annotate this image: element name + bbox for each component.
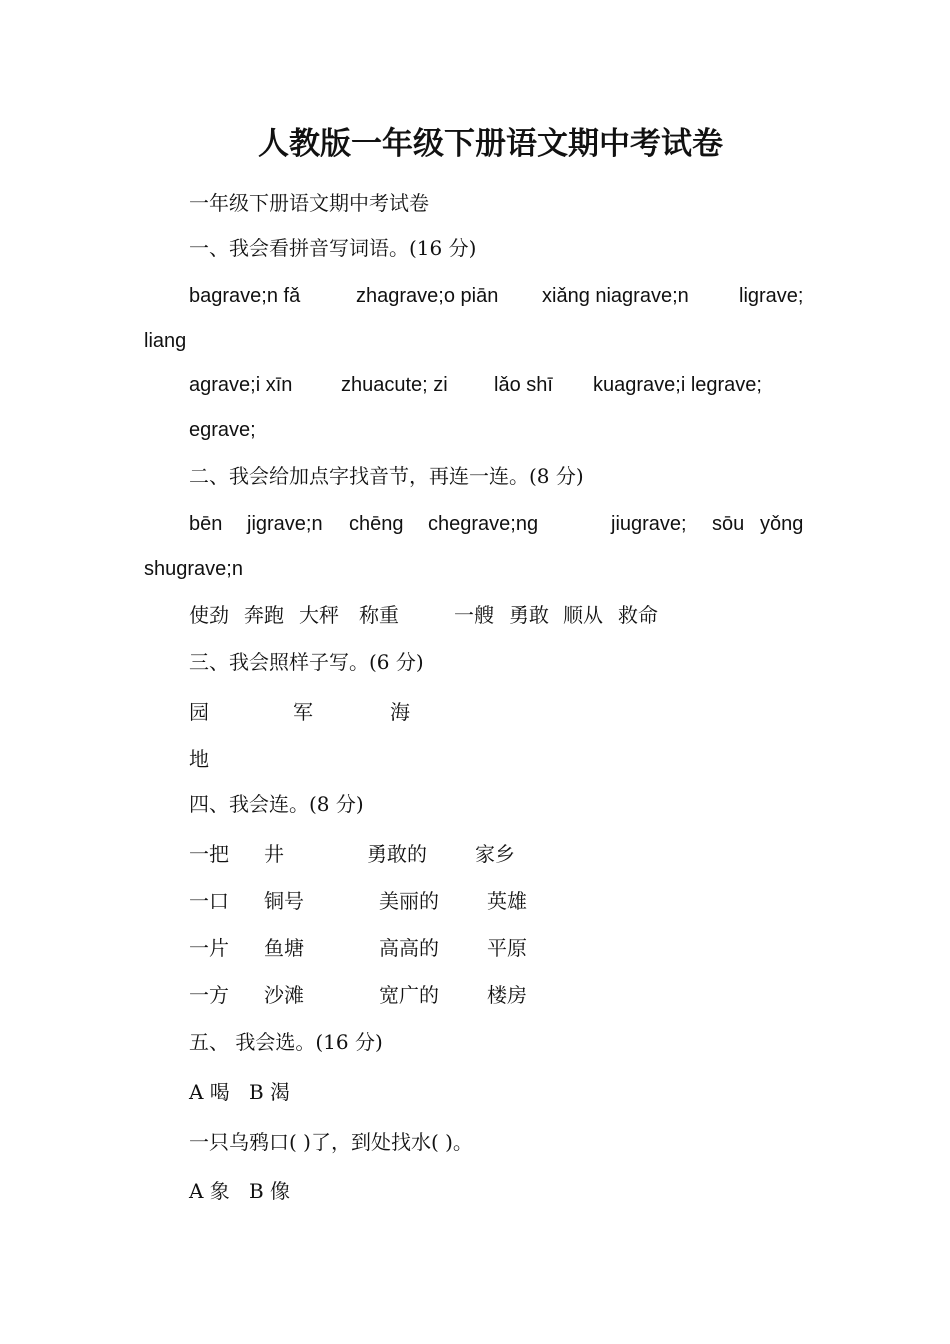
match-item: 勇敢的 — [367, 842, 427, 866]
section4-row — [189, 934, 589, 962]
pinyin-item: kuagrave;i legrave; — [593, 374, 762, 396]
section2-row1-wrap: shugrave;n — [144, 558, 243, 580]
pinyin-item: jiugrave; — [611, 513, 687, 535]
word-item: 奔跑 — [244, 603, 284, 627]
match-item: 一方 — [189, 983, 229, 1007]
match-item: 铜号 — [264, 889, 304, 913]
section4-row — [189, 981, 589, 1009]
match-item: 宽广的 — [379, 983, 439, 1007]
section3-char4: 地 — [189, 747, 209, 771]
section4-heading: 四、我会连。(8 分) — [189, 792, 364, 816]
section2-heading: 二、我会给加点字找音节，再连一连。(8 分) — [189, 464, 584, 488]
subtitle: 一年级下册语文期中考试卷 — [189, 191, 429, 215]
pinyin-item: jigrave;n — [247, 513, 323, 535]
word-item: 顺从 — [563, 603, 603, 627]
pinyin-item: chēng — [349, 513, 404, 535]
pinyin-item: lǎo shī — [494, 374, 553, 396]
section5-options2 — [189, 1177, 389, 1205]
page-title: 人教版一年级下册语文期中考试卷 — [258, 126, 723, 162]
pinyin-item: agrave;i xīn — [189, 374, 293, 396]
pinyin-item: ligrave; — [739, 285, 804, 307]
pinyin-item: yǒng — [760, 513, 804, 535]
option-item: A 象 — [189, 1179, 230, 1203]
section5-options1 — [189, 1078, 389, 1106]
section4-row — [189, 887, 589, 915]
pinyin-item: bagrave;n fǎ — [189, 285, 301, 307]
match-item: 一把 — [189, 842, 229, 866]
section5-sentence1: 一只乌鸦口( )了，到处找水( )。 — [189, 1130, 473, 1154]
option-item: B 像 — [249, 1179, 291, 1203]
section5-heading: 五、 我会选。(16 分) — [189, 1030, 383, 1054]
section1-row2 — [189, 371, 809, 399]
section1-row2-wrap: egrave; — [189, 419, 256, 441]
match-item: 平原 — [487, 936, 527, 960]
section2-words — [189, 601, 709, 629]
pinyin-item: bēn — [189, 513, 223, 535]
match-item: 高高的 — [379, 936, 439, 960]
word-item: 勇敢 — [509, 603, 549, 627]
pinyin-item: sōu — [712, 513, 745, 535]
word-item: 大秤 — [299, 603, 339, 627]
pinyin-item: xiǎng niagrave;n — [542, 285, 689, 307]
word-item: 救命 — [618, 603, 658, 627]
option-item: A 喝 — [189, 1080, 230, 1104]
char-item: 海 — [390, 700, 410, 724]
char-item: 园 — [189, 700, 209, 724]
section2-row1 — [189, 510, 809, 538]
match-item: 美丽的 — [379, 889, 439, 913]
section1-row1 — [189, 282, 809, 310]
section3-chars — [189, 698, 489, 726]
pinyin-item: zhagrave;o piān — [356, 285, 499, 307]
match-item: 井 — [264, 842, 284, 866]
char-item: 军 — [293, 700, 313, 724]
word-item: 称重 — [359, 603, 399, 627]
match-item: 一片 — [189, 936, 229, 960]
section1-heading: 一、我会看拼音写词语。(16 分) — [189, 236, 477, 260]
section1-row1-wrap: liang — [144, 330, 187, 352]
match-item: 一口 — [189, 889, 229, 913]
match-item: 沙滩 — [264, 983, 304, 1007]
section3-heading: 三、我会照样子写。(6 分) — [189, 650, 424, 674]
match-item: 楼房 — [487, 983, 527, 1007]
pinyin-item: chegrave;ng — [428, 513, 539, 535]
pinyin-item: zhuacute; zi — [341, 374, 448, 396]
option-item: B 渴 — [249, 1080, 291, 1104]
word-item: 一艘 — [454, 603, 494, 627]
word-item: 使劲 — [189, 603, 229, 627]
section4-row — [189, 840, 589, 868]
match-item: 家乡 — [475, 842, 515, 866]
match-item: 英雄 — [487, 889, 527, 913]
match-item: 鱼塘 — [264, 936, 304, 960]
